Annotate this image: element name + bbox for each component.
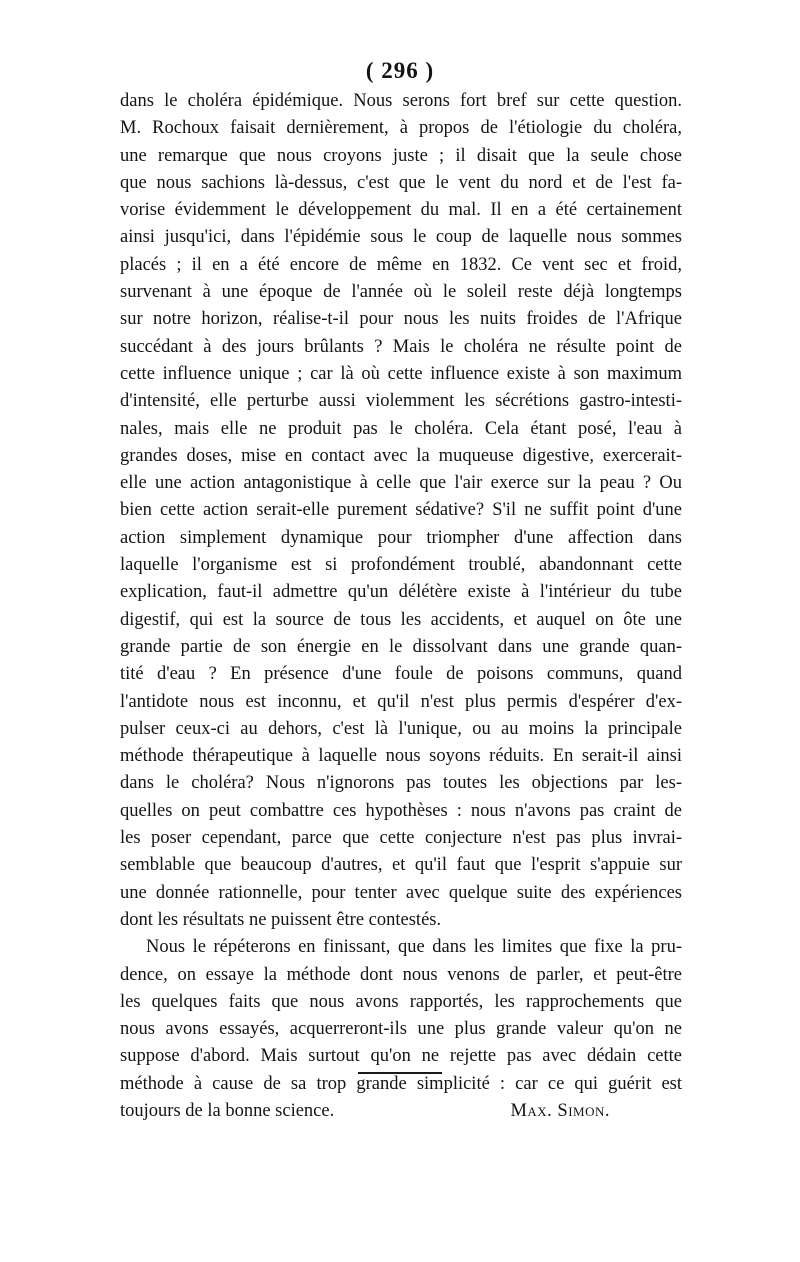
- text-line: dence, on essaye la méthode dont nous venons de parler, et peut-être: [120, 964, 682, 985]
- text-line: pulser ceux-ci au dehors, c'est là l'unique, ou au moins la principale: [120, 718, 682, 739]
- text-line: survenant à une époque de l'année où le soleil reste déjà longtemps: [120, 282, 682, 303]
- text-line: ainsi jusqu'ici, dans l'épidémie sous le coup de laquelle nous sommes: [120, 227, 682, 248]
- text-line: d'intensité, elle perturbe aussi violemment les sécrétions gastro-intesti-: [120, 391, 682, 412]
- text-line: M. Rochoux faisait dernièrement, à propos de l'étiologie du choléra,: [120, 118, 682, 139]
- text-line: placés ; il en a été encore de même en 1832. Ce vent sec et froid,: [120, 254, 682, 275]
- text-line: vorise évidemment le développement du mal. Il en a été certainement: [120, 200, 682, 221]
- text-line: elle une action antagonistique à celle que l'air exerce sur la peau ? Ou: [120, 473, 682, 494]
- paragraph-1: [120, 88, 682, 934]
- text-line: cette influence unique ; car là où cette influence existe à son maximum: [120, 363, 682, 384]
- text-line: nous avons essayés, acquerreront-ils une plus grande valeur qu'on ne: [120, 1019, 682, 1040]
- text-line: explication, faut-il admettre qu'un délétère existe à l'intérieur du tube: [120, 582, 682, 603]
- text-line: bien cette action serait-elle purement sédative? S'il ne suffit point d'une: [120, 500, 682, 521]
- text-line: semblable que beaucoup d'autres, et qu'il faut que l'esprit s'appuie sur: [120, 855, 682, 876]
- text-line: que nous sachions là-dessus, c'est que le vent du nord et de l'est fa-: [120, 172, 682, 193]
- closing-text: toujours de la bonne science.: [120, 1100, 335, 1121]
- author-signature: Max. Simon.: [510, 1100, 610, 1121]
- page-number: ( 296 ): [365, 58, 435, 83]
- text-line: dans le choléra épidémique. Nous serons fort bref sur cette question.: [120, 91, 682, 111]
- text-line: l'antidote nous est inconnu, et qu'il n'est plus permis d'espérer d'ex-: [120, 691, 682, 712]
- end-rule: [358, 1072, 442, 1074]
- closing-line: [120, 1098, 682, 1125]
- text-line: grande partie de son énergie en le dissolvant dans une grande quan-: [120, 636, 682, 657]
- text-line: laquelle l'organisme est si profondément troublé, abandonnant cette: [120, 555, 682, 576]
- text-line: une remarque que nous croyons juste ; il disait que la seule chose: [120, 145, 682, 166]
- text-line: grandes doses, mise en contact avec la muqueuse digestive, exercerait-: [120, 445, 682, 466]
- text-line: sur notre horizon, réalise-t-il pour nous les nuits froides de l'Afrique: [120, 309, 682, 330]
- text-line: dans le choléra? Nous n'ignorons pas toutes les objections par les-: [120, 773, 682, 794]
- text-line: méthode à cause de sa trop grande simplicité : car ce qui guérit est: [120, 1073, 682, 1094]
- text-line: les poser cependant, parce que cette conjecture n'est pas plus invrai-: [120, 828, 682, 849]
- text-line: suppose d'abord. Mais surtout qu'on ne rejette pas avec dédain cette: [120, 1046, 682, 1067]
- text-line: les quelques faits que nous avons rapportés, les rapprochements que: [120, 991, 682, 1012]
- text-line: dont les résultats ne puissent être contestés.: [120, 909, 442, 930]
- paragraph-2: [120, 934, 682, 1125]
- text-line: succédant à des jours brûlants ? Mais le choléra ne résulte point de: [120, 336, 682, 357]
- text-line: méthode thérapeutique à laquelle nous soyons réduits. En serait-il ainsi: [120, 746, 682, 767]
- text-line: quelles on peut combattre ces hypothèses : nous n'avons pas craint de: [120, 800, 682, 821]
- text-line: une donnée rationnelle, pour tenter avec quelque suite des expériences: [120, 882, 682, 903]
- body-text: [120, 88, 682, 1125]
- text-line: tité d'eau ? En présence d'une foule de poisons communs, quand: [120, 664, 682, 685]
- text-line: digestif, qui est la source de tous les accidents, et auquel on ôte une: [120, 609, 682, 630]
- text-line: action simplement dynamique pour triompher d'une affection dans: [120, 527, 682, 548]
- text-line: Nous le répéterons en finissant, que dans les limites que fixe la pru-: [146, 937, 682, 958]
- text-line: nales, mais elle ne produit pas le choléra. Cela étant posé, l'eau à: [120, 418, 682, 439]
